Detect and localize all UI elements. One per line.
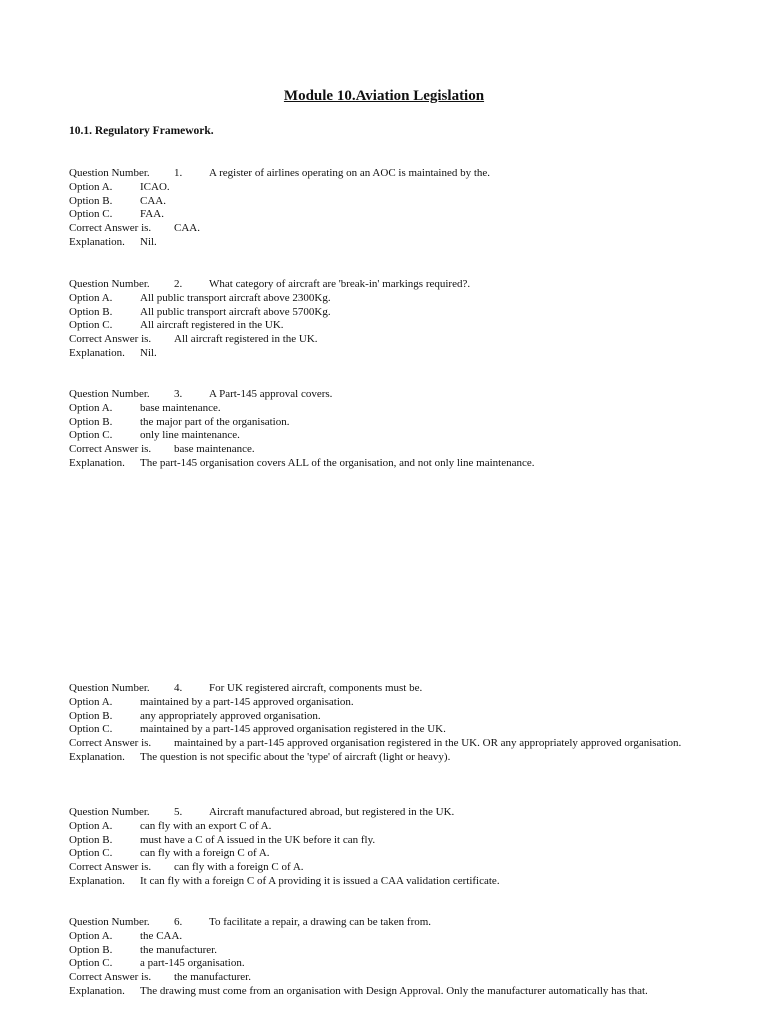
option-a-row [69, 930, 709, 944]
question-row [69, 278, 709, 292]
option-c-row [69, 847, 709, 861]
option-b-row [69, 710, 709, 724]
option-b-row [69, 834, 709, 848]
explanation-text: The part-145 organisation covers ALL of the organisation, and not only line maintenance. [140, 456, 535, 469]
explanation-label: Explanation. [69, 984, 125, 997]
correct-answer-label: Correct Answer is. [69, 971, 152, 984]
question-text: A Part-145 approval covers. [209, 388, 333, 400]
option-b-row [69, 944, 709, 958]
option-c-label: Option C. [69, 847, 113, 860]
correct-answer-label: Correct Answer is. [69, 861, 152, 874]
correct-answer-label: Correct Answer is. [69, 333, 152, 346]
question-block-5 [69, 806, 709, 889]
question-number: 2. [174, 278, 183, 290]
option-c-label: Option C. [69, 208, 113, 221]
option-b-row [69, 195, 709, 209]
correct-answer-label: Correct Answer is. [69, 737, 152, 750]
page-title: Module 10.Aviation Legislation [283, 88, 485, 104]
correct-answer-label: Correct Answer is. [69, 222, 152, 235]
option-c-row [69, 957, 709, 971]
question-block-2 [69, 278, 709, 361]
option-a-row [69, 292, 709, 306]
question-block-6 [69, 916, 709, 999]
option-c-text: All aircraft registered in the UK. [140, 319, 284, 332]
question-label: Question Number. [69, 167, 150, 179]
correct-answer-row [69, 333, 709, 347]
option-c-row [69, 319, 709, 333]
option-b-label: Option B. [69, 943, 113, 956]
option-b-label: Option B. [69, 415, 113, 428]
question-number: 6. [174, 916, 183, 928]
question-text: Aircraft manufactured abroad, but registered in the UK. [209, 806, 455, 818]
option-a-row [69, 402, 709, 416]
section-heading: 10.1. Regulatory Framework. [69, 125, 214, 137]
option-a-row [69, 820, 709, 834]
question-row [69, 806, 709, 820]
explanation-label: Explanation. [69, 456, 125, 469]
question-row [69, 682, 709, 696]
question-label: Question Number. [69, 682, 150, 694]
correct-answer-row [69, 971, 709, 985]
question-label: Question Number. [69, 916, 150, 928]
correct-answer-text: base maintenance. [174, 443, 255, 456]
question-label: Question Number. [69, 806, 150, 818]
question-row [69, 916, 709, 930]
option-a-label: Option A. [69, 180, 113, 193]
question-number: 1. [174, 167, 183, 179]
explanation-text: It can fly with a foreign C of A providing it is issued a CAA validation certificate. [140, 874, 500, 887]
question-text: A register of airlines operating on an AOC is maintained by the. [209, 167, 491, 179]
option-b-text: CAA. [140, 194, 166, 207]
question-text: To facilitate a repair, a drawing can be taken from. [209, 916, 432, 928]
option-c-text: can fly with a foreign C of A. [140, 847, 270, 860]
option-b-label: Option B. [69, 833, 113, 846]
question-label: Question Number. [69, 388, 150, 400]
explanation-row [69, 985, 709, 999]
explanation-row [69, 751, 709, 765]
correct-answer-text: can fly with a foreign C of A. [174, 861, 304, 874]
option-c-row [69, 723, 709, 737]
question-number: 4. [174, 682, 183, 694]
explanation-text: Nil. [140, 346, 157, 359]
correct-answer-text: All aircraft registered in the UK. [174, 333, 318, 346]
option-a-label: Option A. [69, 291, 113, 304]
option-a-text: ICAO. [140, 180, 170, 193]
option-c-label: Option C. [69, 319, 113, 332]
option-a-label: Option A. [69, 401, 113, 414]
option-c-row [69, 429, 709, 443]
question-row [69, 167, 709, 181]
question-text: For UK registered aircraft, components must be. [209, 682, 423, 694]
option-b-text: must have a C of A issued in the UK before it can fly. [140, 833, 376, 846]
option-c-text: maintained by a part-145 approved organisation registered in the UK. [140, 723, 446, 736]
option-c-row [69, 208, 709, 222]
option-a-row [69, 181, 709, 195]
option-c-text: a part-145 organisation. [140, 957, 245, 970]
question-text: What category of aircraft are 'break-in' markings required?. [209, 278, 471, 290]
correct-answer-text: the manufacturer. [174, 971, 251, 984]
option-a-text: base maintenance. [140, 401, 221, 414]
explanation-label: Explanation. [69, 750, 125, 763]
question-block-3 [69, 388, 709, 471]
option-b-label: Option B. [69, 194, 113, 207]
option-b-text: the manufacturer. [140, 943, 217, 956]
explanation-row [69, 457, 709, 471]
option-a-text: maintained by a part-145 approved organisation. [140, 695, 354, 708]
option-b-row [69, 416, 709, 430]
question-block-1 [69, 167, 709, 250]
option-a-label: Option A. [69, 929, 113, 942]
option-b-text: any appropriately approved organisation. [140, 709, 321, 722]
explanation-label: Explanation. [69, 874, 125, 887]
explanation-row [69, 875, 709, 889]
explanation-row [69, 347, 709, 361]
option-b-text: All public transport aircraft above 5700Kg. [140, 305, 331, 318]
question-row [69, 388, 709, 402]
correct-answer-row [69, 222, 709, 236]
option-b-row [69, 306, 709, 320]
explanation-label: Explanation. [69, 235, 125, 248]
option-c-label: Option C. [69, 957, 113, 970]
option-a-text: All public transport aircraft above 2300Kg. [140, 291, 331, 304]
option-b-label: Option B. [69, 305, 113, 318]
correct-answer-row [69, 737, 709, 751]
correct-answer-text: CAA. [174, 222, 200, 235]
option-a-text: the CAA. [140, 929, 183, 942]
question-label: Question Number. [69, 278, 150, 290]
option-a-label: Option A. [69, 695, 113, 708]
question-number: 5. [174, 806, 183, 818]
explanation-text: The drawing must come from an organisation with Design Approval. Only the manufacturer automatically has that. [140, 984, 648, 997]
correct-answer-label: Correct Answer is. [69, 443, 152, 456]
option-c-text: only line maintenance. [140, 429, 240, 442]
option-c-label: Option C. [69, 723, 113, 736]
option-c-text: FAA. [140, 208, 164, 221]
option-b-text: the major part of the organisation. [140, 415, 290, 428]
option-b-label: Option B. [69, 709, 113, 722]
option-a-text: can fly with an export C of A. [140, 819, 272, 832]
option-a-row [69, 696, 709, 710]
explanation-row [69, 236, 709, 250]
option-a-label: Option A. [69, 819, 113, 832]
explanation-text: Nil. [140, 235, 157, 248]
question-block-4 [69, 682, 709, 765]
correct-answer-text: maintained by a part-145 approved organisation registered in the UK. OR any appropriately approved organisation. [174, 737, 682, 750]
correct-answer-row [69, 443, 709, 457]
explanation-label: Explanation. [69, 346, 125, 359]
explanation-text: The question is not specific about the 'type' of aircraft (light or heavy). [140, 750, 451, 763]
question-number: 3. [174, 388, 183, 400]
option-c-label: Option C. [69, 429, 113, 442]
correct-answer-row [69, 861, 709, 875]
